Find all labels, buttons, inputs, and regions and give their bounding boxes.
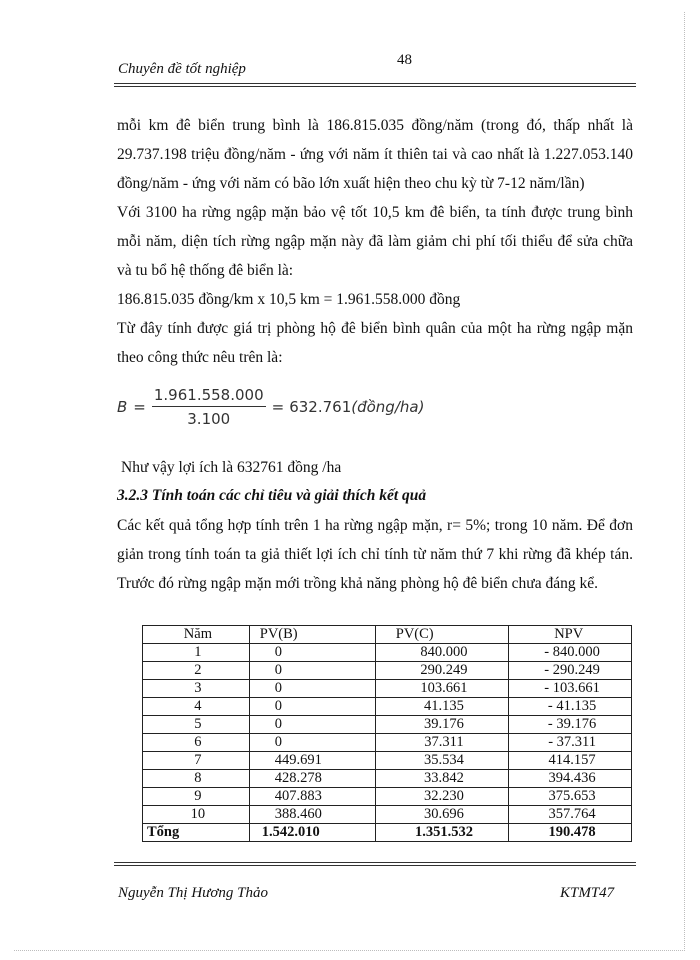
cell-total-npv: 190.478 <box>509 824 632 842</box>
cell-pvc: 37.311 <box>375 734 508 752</box>
cell-year: 4 <box>143 698 250 716</box>
cell-year: 1 <box>143 644 250 662</box>
cell-pvc: 103.661 <box>375 680 508 698</box>
table-header-row <box>143 626 632 644</box>
cell-total-pvb: 1.542.010 <box>249 824 375 842</box>
formula-denominator: 3.100 <box>187 410 231 428</box>
cell-pvb: 0 <box>249 680 375 698</box>
cell-total-pvc: 1.351.532 <box>375 824 508 842</box>
paragraph-formula-intro: Từ đây tính được giá trị phòng hộ đê biển bình quân của một ha rừng ngập mặn theo công thức nêu trên là: <box>117 320 633 366</box>
footer-rule <box>114 862 636 863</box>
cell-pvc: 41.135 <box>375 698 508 716</box>
benefit-conclusion: Như vậy lợi ích là 632761 đồng /ha <box>121 459 342 476</box>
cell-npv: 414.157 <box>509 752 632 770</box>
cell-pvc: 290.249 <box>375 662 508 680</box>
cell-npv: - 103.661 <box>509 680 632 698</box>
footer-author: Nguyễn Thị Hương Thảo <box>118 885 268 901</box>
formula-numerator: 1.961.558.000 <box>152 386 266 407</box>
cell-pvc: 35.534 <box>375 752 508 770</box>
formula-result: 632.761 <box>289 398 352 416</box>
column-header-pvb: PV(B) <box>249 626 375 644</box>
paragraph-cost-per-km: mỗi km đê biển trung bình là 186.815.035 đồng/năm (trong đó, thấp nhất là 29.737.198 triệu đồng/năm - ứng với năm ít thiên tai và cao nhất là 1.227.053.140 đồng/năm - ứng với năm có bão lớn xuất hiện theo chu kỳ từ 7-12 năm/lần) <box>117 117 633 192</box>
cell-npv: 394.436 <box>509 770 632 788</box>
cell-year: 3 <box>143 680 250 698</box>
table-row <box>143 716 632 734</box>
benefit-formula <box>117 385 424 429</box>
cell-pvb: 0 <box>249 716 375 734</box>
paragraph-block-1 <box>117 111 633 372</box>
cell-pvc: 840.000 <box>375 644 508 662</box>
paragraph-mangrove-area: Với 3100 ha rừng ngập mặn bảo vệ tốt 10,5 km đê biển, ta tính được trung bình mỗi năm, diện tích rừng ngập mặn này đã làm giảm chi phí tối thiểu để sửa chữa và tu bổ hệ thống đê biển là: <box>117 204 633 279</box>
table-total-row <box>143 824 632 842</box>
column-header-year: Năm <box>143 626 250 644</box>
cell-pvb: 0 <box>249 734 375 752</box>
header-rule <box>114 83 636 84</box>
cell-pvc: 30.696 <box>375 806 508 824</box>
footer-rule <box>114 865 636 866</box>
formula-unit: (đồng/ha) <box>351 398 425 416</box>
paragraph-calculation: 186.815.035 đồng/km x 10,5 km = 1.961.558.000 đồng <box>117 291 461 308</box>
cell-pvb: 388.460 <box>249 806 375 824</box>
cell-pvb: 0 <box>249 644 375 662</box>
cell-npv: - 840.000 <box>509 644 632 662</box>
cell-pvb: 0 <box>249 698 375 716</box>
formula-variable: B <box>117 398 128 416</box>
npv-table <box>142 625 632 842</box>
cell-pvc: 33.842 <box>375 770 508 788</box>
table-row <box>143 680 632 698</box>
cell-npv: - 39.176 <box>509 716 632 734</box>
cell-npv: - 37.311 <box>509 734 632 752</box>
cell-pvb: 407.883 <box>249 788 375 806</box>
table-row <box>143 788 632 806</box>
cell-year: 7 <box>143 752 250 770</box>
cell-year: 9 <box>143 788 250 806</box>
formula-equals-2: = <box>271 398 285 416</box>
cell-pvb: 449.691 <box>249 752 375 770</box>
cell-year: 10 <box>143 806 250 824</box>
cell-npv: - 290.249 <box>509 662 632 680</box>
cell-pvb: 428.278 <box>249 770 375 788</box>
page-number: 48 <box>397 52 412 68</box>
section-heading: 3.2.3 Tính toán các chỉ tiêu và giải thích kết quả <box>117 487 427 504</box>
table-row <box>143 662 632 680</box>
column-header-pvc: PV(C) <box>375 626 508 644</box>
cell-pvb: 0 <box>249 662 375 680</box>
paragraph-block-2 <box>117 511 633 598</box>
cell-year: 8 <box>143 770 250 788</box>
table-row <box>143 770 632 788</box>
cell-pvc: 39.176 <box>375 716 508 734</box>
header-rule <box>114 86 636 87</box>
cell-year: 2 <box>143 662 250 680</box>
paragraph-assumptions: Các kết quả tổng hợp tính trên 1 ha rừng ngập mặn, r= 5%; trong 10 năm. Để đơn giản trong tính toán ta giả thiết lợi ích chỉ tính từ năm thứ 7 khi rừng đã khép tán. Trước đó rừng ngập mặn mới trồng khả năng phòng hộ đê biển chưa đáng kể. <box>117 517 633 592</box>
cell-year: 6 <box>143 734 250 752</box>
cell-total-label: Tổng <box>143 824 250 842</box>
table-row <box>143 644 632 662</box>
cell-npv: 357.764 <box>509 806 632 824</box>
cell-year: 5 <box>143 716 250 734</box>
table-row <box>143 698 632 716</box>
footer-class-code: KTMT47 <box>560 885 615 901</box>
column-header-npv: NPV <box>509 626 632 644</box>
table-row <box>143 734 632 752</box>
table-row <box>143 752 632 770</box>
cell-pvc: 32.230 <box>375 788 508 806</box>
header-title: Chuyên đề tốt nghiệp <box>118 61 246 77</box>
cell-npv: - 41.135 <box>509 698 632 716</box>
table-row <box>143 806 632 824</box>
cell-npv: 375.653 <box>509 788 632 806</box>
formula-fraction <box>152 386 266 428</box>
formula-equals: = <box>133 398 146 416</box>
